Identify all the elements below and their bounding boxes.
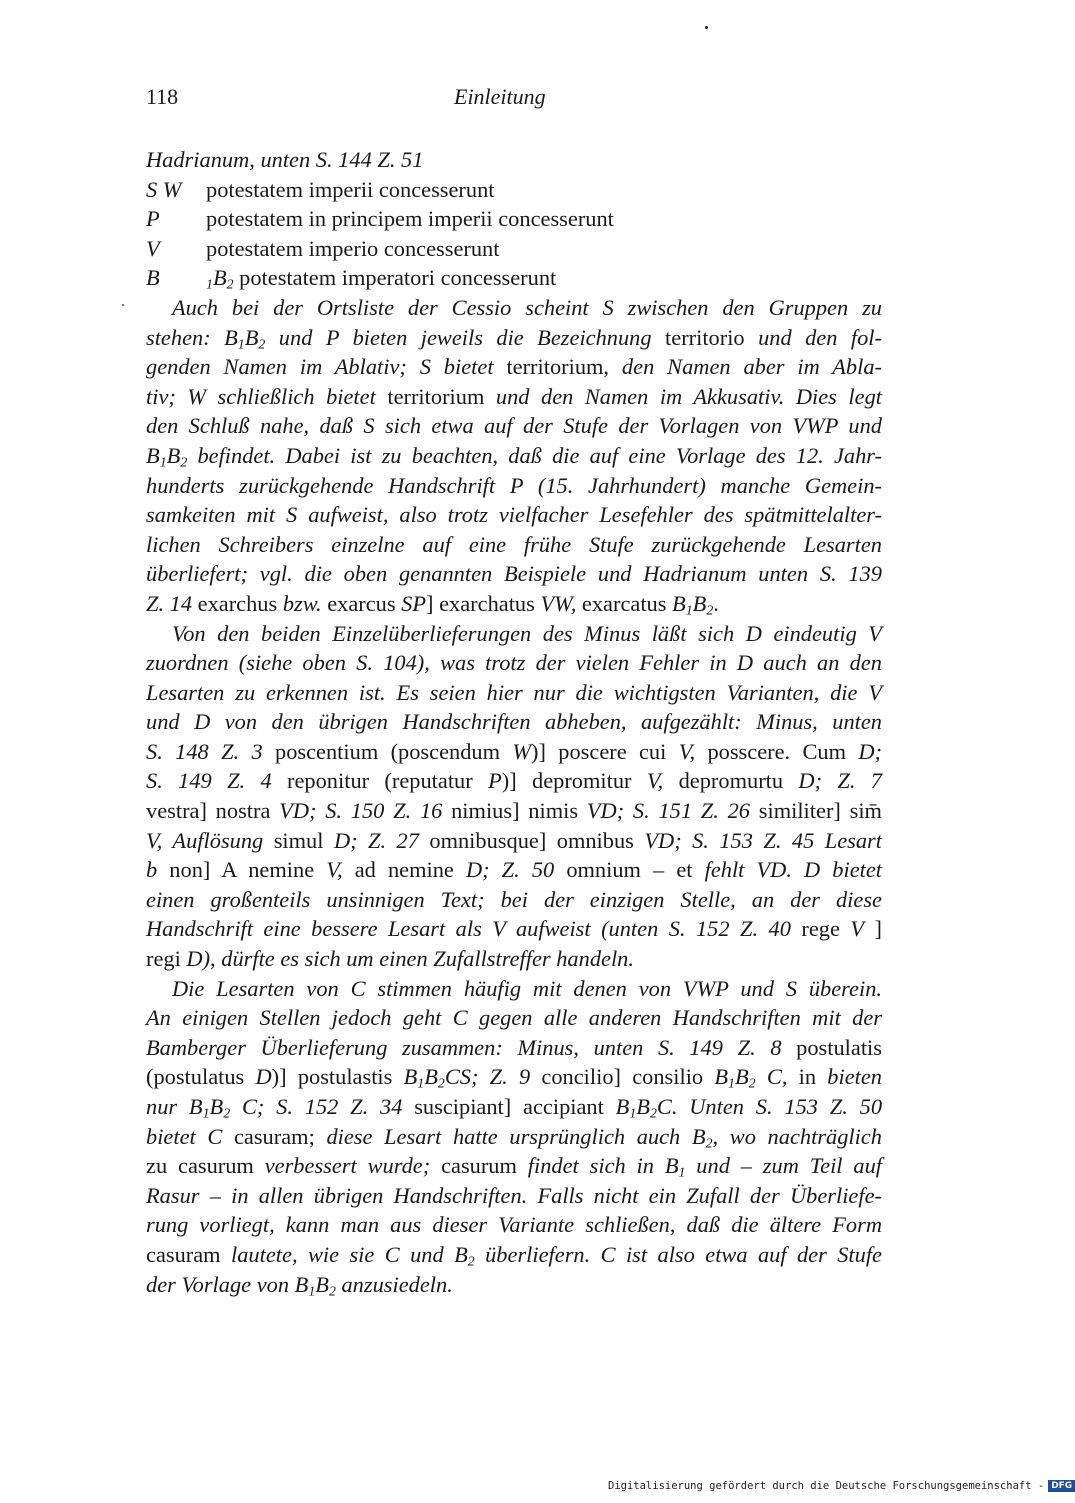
text-segment: D: [255, 1064, 272, 1090]
text-segment: An einigen Stellen jedoch geht C gegen alle anderen Handschriften mit der: [146, 1005, 882, 1031]
text-segment: B: [672, 590, 686, 616]
text-segment: CS; Z. 9: [444, 1064, 542, 1090]
text-segment: S. 148 Z. 3: [146, 738, 275, 764]
text-line: [146, 559, 882, 589]
text-line: [146, 1092, 882, 1122]
text-segment: S. 149 Z. 4: [146, 768, 288, 794]
text-segment: und den fol-: [744, 324, 882, 350]
text-segment: bietet C: [146, 1123, 234, 1149]
margin-mark: [122, 304, 124, 306]
ink-speck: [705, 26, 708, 29]
text-segment: B: [636, 1094, 650, 1119]
text-segment: B: [615, 1094, 630, 1119]
text-line: [146, 1062, 882, 1092]
text-segment: V: [850, 916, 865, 942]
text-line: [146, 1003, 882, 1033]
text-segment: simul: [273, 827, 334, 853]
text-segment: B: [315, 1271, 329, 1297]
text-segment: omnibusque] omnibus: [429, 827, 645, 853]
text-line: [146, 648, 882, 678]
text-segment: similiter] sim̄: [758, 798, 882, 824]
subscript: 2: [226, 277, 234, 293]
text-segment: omnium – et: [566, 857, 705, 883]
dfg-logo: DFG: [1048, 1480, 1075, 1492]
body-text: [146, 145, 882, 1299]
text-segment: nimius] nimis: [451, 798, 587, 824]
subscript: 1: [206, 277, 213, 293]
text-segment: ] exarchatus: [426, 590, 541, 616]
text-segment: den Schluß nahe, daß S sich etwa auf der Stufe der Vorlagen von VWP und: [146, 413, 882, 439]
text-segment: verbessert wurde;: [264, 1153, 442, 1179]
text-segment: stehen: B: [146, 324, 238, 350]
text-line: [146, 234, 882, 264]
text-segment: bieten: [827, 1064, 882, 1090]
text-line: [146, 619, 882, 649]
subscript: 2: [223, 1106, 231, 1122]
text-segment: B: [146, 442, 160, 468]
text-segment: Handschrift eine bessere Lesart als V aufweist (unten S. 152 Z. 40: [146, 916, 802, 942]
text-segment: depromurtu: [663, 768, 799, 794]
text-segment: W: [512, 738, 532, 764]
running-head: Einleitung: [454, 84, 546, 109]
text-segment: rege: [801, 916, 851, 942]
subscript: 2: [258, 337, 266, 353]
siglum: S W: [146, 176, 182, 202]
text-line: [146, 1240, 882, 1270]
text-line: [146, 1122, 882, 1152]
text-line: [146, 530, 882, 560]
text-segment: diese Lesart hatte ursprünglich auch B: [326, 1123, 706, 1149]
text-segment: Von den beiden Einzelüberlieferungen des Minus läßt sich D eindeutig V: [172, 620, 882, 646]
text-segment: B: [714, 1064, 729, 1090]
text-segment: bzw.: [282, 590, 322, 616]
text-segment: territorium: [387, 383, 485, 409]
text-segment: territorio: [665, 324, 745, 350]
text-segment: B: [209, 1094, 224, 1119]
text-segment: in: [787, 1064, 828, 1090]
text-segment: Bamberger Überlieferung zusammen: Minus, unten S. 149 Z. 8: [146, 1034, 797, 1060]
text-segment: zu: [146, 1153, 178, 1179]
text-line: [146, 352, 882, 382]
text-segment: V, Auflösung: [146, 827, 274, 853]
text-segment: VW,: [540, 590, 577, 616]
text-segment: D;: [858, 738, 882, 764]
text-segment: P: [488, 768, 502, 794]
subscript: 1: [237, 337, 245, 353]
text-segment: B: [212, 265, 227, 291]
text-line: [146, 826, 882, 856]
text-segment: Lesarten zu erkennen ist. Es seien hier nur die wichtigsten Varianten, die V: [146, 679, 882, 705]
text-segment: C,: [755, 1064, 788, 1090]
text-line: [146, 737, 882, 767]
text-line: [146, 382, 882, 412]
text-segment: ]: [864, 916, 882, 942]
subscript: 1: [159, 455, 167, 471]
subscript: 2: [180, 455, 188, 471]
text-segment: vestra] nostra: [146, 798, 280, 824]
text-segment: zuordnen (siehe oben S. 104), was trotz der vielen Fehler in D auch an den: [146, 650, 882, 676]
text-line: [146, 1181, 882, 1211]
text-line: [146, 796, 882, 826]
text-segment: reponitur (reputatur: [287, 768, 489, 794]
text-segment: )] postulastis: [271, 1064, 404, 1090]
text-segment: samkeiten mit S aufweist, also trotz vielfacher Lesefehler des spätmittelalter-: [146, 502, 882, 528]
text-segment: b: [146, 857, 170, 883]
text-segment: der Vorlage von B: [146, 1271, 309, 1297]
text-segment: V,: [646, 768, 664, 794]
text-line: [146, 1151, 882, 1181]
text-segment: C. Unten S. 153 Z. 50: [656, 1094, 883, 1119]
subscript: 1: [629, 1106, 637, 1122]
text-segment: potestatem imperatori concesserunt: [233, 265, 557, 291]
text-segment: lautete, wie sie C und B: [231, 1241, 468, 1267]
text-line: [146, 944, 882, 974]
text-line: [146, 914, 882, 944]
subscript: 2: [467, 1254, 475, 1270]
text-segment: lichen Schreibers einzelne auf eine frühe Stufe zurückgehende Lesarten: [146, 531, 882, 557]
text-segment: potestatem imperio concesserunt: [206, 235, 500, 261]
text-line: [146, 323, 882, 353]
text-segment: befindet. Dabei ist zu beachten, daß die auf eine Vorlage des 12. Jahr-: [187, 442, 882, 468]
text-segment: suscipiant] accipiant: [414, 1094, 616, 1119]
text-line: [146, 411, 882, 441]
text-segment: B: [424, 1064, 438, 1090]
text-line: [146, 1270, 882, 1300]
text-segment: posscere. Cum: [695, 738, 859, 764]
subscript: 1: [685, 603, 693, 619]
subscript: 2: [437, 1076, 445, 1092]
text-segment: einen großenteils unsinnigen Text; bei der einzigen Stelle, an der diese: [146, 886, 882, 912]
text-segment: und P bieten jeweils die Bezeichnung: [265, 324, 666, 350]
text-line: [146, 145, 882, 175]
text-segment: poscentium (poscendum: [275, 738, 513, 764]
text-segment: B: [734, 1064, 749, 1090]
text-segment: exarcus: [321, 590, 402, 616]
subscript: 1: [417, 1076, 425, 1092]
text-line: [146, 678, 882, 708]
credit-text: Digitalisierung gefördert durch die Deutsche Forschungsgemeinschaft -: [608, 1480, 1045, 1492]
text-line: [146, 707, 882, 737]
text-segment: und – zum Teil auf: [685, 1153, 882, 1179]
text-segment: V,: [326, 857, 343, 883]
text-segment: V,: [678, 738, 696, 764]
subscript: 2: [706, 603, 714, 619]
text-line: [146, 1210, 882, 1240]
text-segment: überliefert; vgl. die oben genannten Beispiele und Hadrianum unten S. 139: [146, 561, 882, 587]
text-line: [146, 204, 882, 234]
text-line: [146, 471, 882, 501]
text-segment: Die Lesarten von C stimmen häufig mit denen von VWP und S überein.: [172, 975, 882, 1001]
text-segment: VD; S. 150 Z. 16: [279, 798, 452, 824]
subscript: 2: [748, 1076, 756, 1092]
text-line: [146, 500, 882, 530]
subscript: 2: [328, 1284, 336, 1300]
text-segment: , wo nachträglich: [712, 1123, 882, 1149]
text-segment: überliefern. C ist also etwa auf der Stufe: [474, 1241, 882, 1267]
subscript: 1: [678, 1165, 686, 1181]
text-line: [146, 974, 882, 1004]
text-segment: Hadrianum, unten S. 144 Z. 51: [146, 147, 424, 172]
text-segment: D), dürfte es sich um einen Zufallstreffer handeln.: [186, 946, 634, 972]
text-segment: B: [692, 590, 707, 616]
text-segment: )] poscere cui: [531, 738, 679, 764]
text-segment: B: [403, 1064, 418, 1090]
text-line: [146, 885, 882, 915]
text-segment: nur B: [146, 1094, 203, 1119]
text-segment: und den Namen im Akkusativ. Dies legt: [484, 383, 883, 409]
text-line: [146, 766, 882, 796]
text-segment: D; Z. 27: [333, 827, 430, 853]
text-segment: exarchus: [197, 590, 283, 616]
text-segment: postulatis: [796, 1034, 882, 1060]
text-segment: ad nemine: [342, 857, 466, 883]
siglum: P: [146, 206, 160, 232]
text-segment: anzusiedeln.: [335, 1271, 453, 1297]
text-segment: casurum: [178, 1153, 265, 1179]
text-segment: VD; S. 153 Z. 45 Lesart: [644, 827, 882, 853]
text-segment: territorium,: [506, 354, 610, 380]
text-segment: und D von den übrigen Handschriften abheben, aufgezählt: Minus, unten: [146, 709, 882, 735]
text-segment: Rasur – in allen übrigen Handschriften. Falls nicht ein Zufall der Überliefe-: [146, 1182, 882, 1208]
subscript: 2: [649, 1106, 657, 1122]
text-segment: )] depromitur: [501, 768, 647, 794]
text-segment: C; S. 152 Z. 34: [230, 1094, 415, 1119]
subscript: 2: [705, 1136, 713, 1152]
text-segment: casurum: [441, 1153, 528, 1179]
text-segment: casuram;: [233, 1123, 327, 1149]
text-segment: (postulatus: [146, 1064, 256, 1090]
text-line: [146, 441, 882, 471]
text-segment: Auch bei der Ortsliste der Cessio scheint S zwischen den Gruppen zu: [172, 294, 882, 320]
text-segment: concilio] consilio: [541, 1064, 715, 1090]
text-segment: rung vorliegt, kann man aus dieser Variante schließen, daß die ältere Form: [146, 1212, 882, 1238]
text-segment: exarcatus: [576, 590, 673, 616]
text-segment: tiv; W schließlich bietet: [146, 383, 388, 409]
text-line: [146, 855, 882, 885]
text-line: [146, 589, 882, 619]
text-segment: genden Namen im Ablativ; S bietet: [146, 354, 507, 380]
siglum: B: [146, 265, 160, 291]
text-segment: B: [166, 442, 181, 468]
text-segment: VD; S. 151 Z. 26: [586, 798, 759, 824]
text-segment: D; Z. 7: [798, 768, 882, 794]
text-segment: D; Z. 50: [465, 857, 567, 883]
text-segment: casuram: [146, 1241, 232, 1267]
subscript: 1: [308, 1284, 316, 1300]
text-segment: .: [713, 590, 719, 616]
text-segment: regi: [146, 946, 187, 972]
text-line: [146, 1033, 882, 1063]
subscript: 1: [728, 1076, 735, 1092]
text-segment: B: [244, 324, 259, 350]
text-line: [146, 175, 882, 205]
siglum: V: [146, 235, 160, 261]
text-segment: potestatem imperii concesserunt: [206, 176, 495, 202]
subscript: 1: [202, 1106, 210, 1122]
digitization-credit: [608, 1480, 1075, 1492]
page-number: 118: [146, 84, 179, 109]
text-line: [146, 263, 882, 293]
text-segment: potestatem in principem imperii concesserunt: [206, 206, 614, 232]
text-segment: non] A nemine: [169, 857, 327, 883]
text-segment: den Namen aber im Abla-: [609, 354, 882, 380]
text-line: [146, 293, 882, 323]
text-segment: SP: [401, 590, 427, 616]
text-segment: Z. 14: [146, 590, 198, 616]
text-segment: hunderts zurückgehende Handschrift P (15. Jahrhundert) manche Gemein-: [146, 472, 882, 498]
text-segment: findet sich in B: [527, 1153, 679, 1179]
text-segment: fehlt VD. D bietet: [704, 857, 883, 883]
